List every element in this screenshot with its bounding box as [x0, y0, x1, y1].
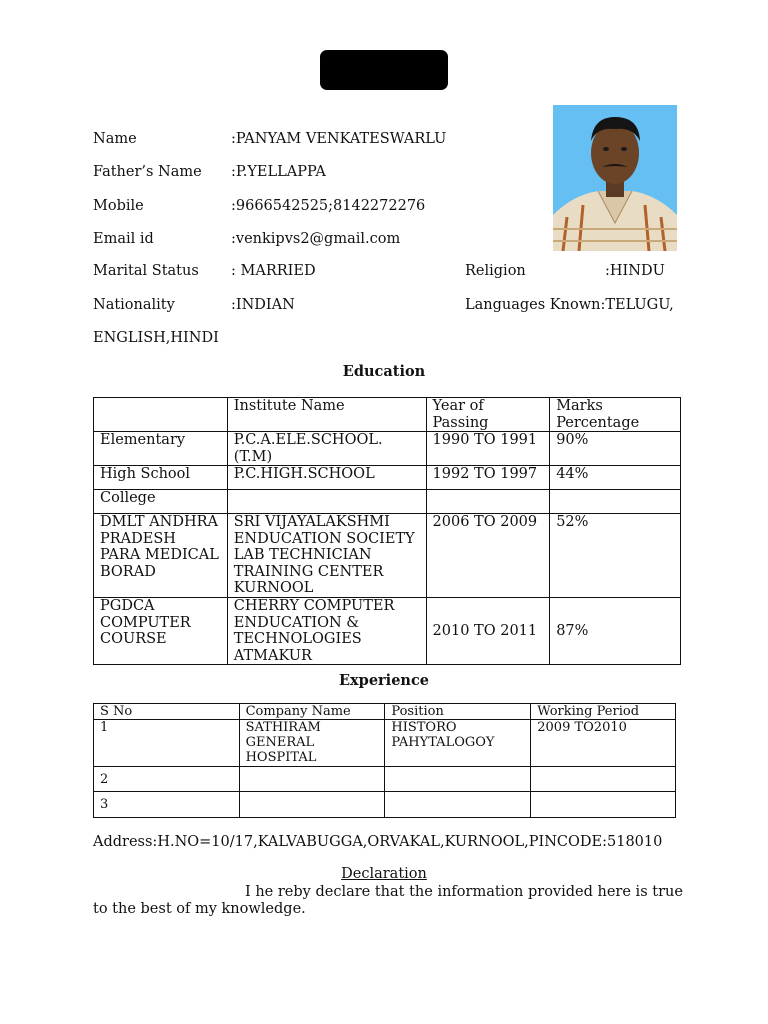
address-line: Address:H.NO=10/17,KALVABUGGA,ORVAKAL,KURNOOL,PINCODE:518010 — [93, 834, 663, 850]
table-cell: PGDCA COMPUTER COURSE — [94, 598, 228, 665]
table-cell: 1990 TO 1991 — [426, 432, 550, 466]
education-header-cell: Institute Name — [227, 398, 426, 432]
table-cell: DMLT ANDHRA PRADESH PARA MEDICAL BORAD — [94, 514, 228, 598]
table-row — [94, 432, 681, 466]
table-cell: Elementary — [94, 432, 228, 466]
table-cell: 1992 TO 1997 — [426, 466, 550, 490]
experience-table — [93, 703, 676, 818]
table-cell: 1 — [94, 720, 240, 767]
religion-value: :HINDU — [605, 263, 665, 279]
table-cell: SATHIRAM GENERAL HOSPITAL — [239, 720, 385, 767]
education-table — [93, 397, 681, 665]
mobile-label: Mobile — [93, 198, 144, 214]
table-row — [94, 466, 681, 490]
religion-label: Religion — [465, 263, 526, 279]
table-cell: College — [94, 490, 228, 514]
table-cell: 52% — [550, 514, 681, 598]
table-cell: 2006 TO 2009 — [426, 514, 550, 598]
father-value: :P.YELLAPPA — [231, 164, 326, 180]
name-label: Name — [93, 131, 137, 147]
table-row — [94, 514, 681, 598]
table-cell: P.C.HIGH.SCHOOL — [227, 466, 426, 490]
table-cell — [239, 767, 385, 792]
languages-continued: ENGLISH,HINDI — [93, 330, 219, 346]
table-cell: HISTORO PAHYTALOGOY — [385, 720, 531, 767]
table-row — [94, 598, 681, 665]
table-row — [94, 720, 676, 767]
table-cell — [385, 792, 531, 818]
table-cell — [550, 490, 681, 514]
table-row — [94, 490, 681, 514]
table-cell — [385, 767, 531, 792]
experience-header-row — [94, 704, 676, 720]
table-row — [94, 767, 676, 792]
profile-photo — [553, 105, 677, 251]
declaration-heading: Declaration — [341, 866, 427, 882]
table-cell: SRI VIJAYALAKSHMI ENDUCATION SOCIETY LAB TECHNICIAN TRAINING CENTER KURNOOL — [227, 514, 426, 598]
education-header-cell — [94, 398, 228, 432]
table-cell: 44% — [550, 466, 681, 490]
table-cell: 3 — [94, 792, 240, 818]
languages-label-value: Languages Known:TELUGU, — [465, 297, 674, 313]
email-label: Email id — [93, 231, 154, 247]
table-cell: 90% — [550, 432, 681, 466]
experience-header-cell: S No — [94, 704, 240, 720]
table-cell — [239, 792, 385, 818]
table-cell — [531, 792, 676, 818]
table-cell: High School — [94, 466, 228, 490]
redacted-title-block — [320, 50, 448, 90]
declaration-text: I he reby declare that the information provided here is true to the best of my knowledge. — [93, 884, 683, 917]
education-header-cell: Year of Passing — [426, 398, 550, 432]
nationality-label: Nationality — [93, 297, 175, 313]
mobile-value: :9666542525;8142272276 — [231, 198, 426, 214]
table-cell: 2 — [94, 767, 240, 792]
nationality-value: :INDIAN — [231, 297, 295, 313]
table-row — [94, 792, 676, 818]
experience-header-cell: Working Period — [531, 704, 676, 720]
table-cell — [227, 490, 426, 514]
experience-header-cell: Position — [385, 704, 531, 720]
father-label: Father’s Name — [93, 164, 202, 180]
table-cell: CHERRY COMPUTER ENDUCATION & TECHNOLOGIES ATMAKUR — [227, 598, 426, 665]
table-cell — [531, 767, 676, 792]
email-value: :venkipvs2@gmail.com — [231, 231, 401, 247]
table-cell: 2009 TO2010 — [531, 720, 676, 767]
marital-label: Marital Status — [93, 263, 199, 279]
education-header-cell: Marks Percentage — [550, 398, 681, 432]
table-cell: 87% — [550, 598, 681, 665]
name-value: :PANYAM VENKATESWARLU — [231, 131, 447, 147]
experience-header-cell: Company Name — [239, 704, 385, 720]
table-cell: 2010 TO 2011 — [426, 598, 550, 665]
experience-heading: Experience — [338, 672, 430, 689]
table-cell: P.C.A.ELE.SCHOOL.(T.M) — [227, 432, 426, 466]
marital-value: : MARRIED — [231, 263, 316, 279]
education-heading: Education — [342, 363, 426, 380]
education-header-row — [94, 398, 681, 432]
table-cell — [426, 490, 550, 514]
